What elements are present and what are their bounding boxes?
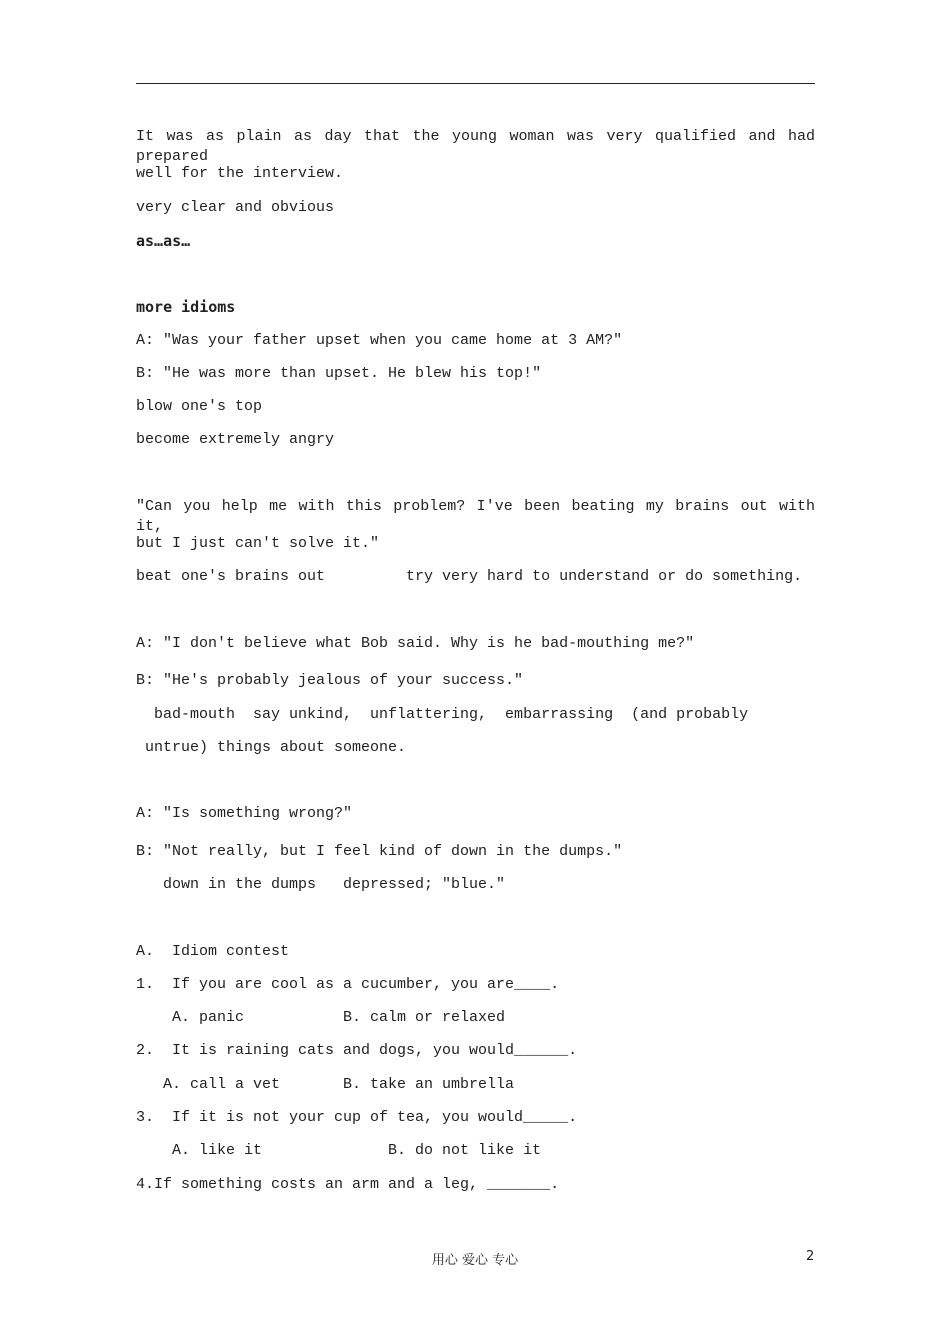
- text-line-9: become extremely angry: [136, 431, 335, 448]
- question-1: 1. If you are cool as a cucumber, you are____.: [136, 976, 560, 993]
- text-line-18: B: "Not really, but I feel kind of down in the dumps.": [136, 843, 623, 860]
- text-line-6: A: "Was your father upset when you came home at 3 AM?": [136, 332, 623, 349]
- text-line-14: B: "He's probably jealous of your success.": [136, 672, 524, 689]
- question-2-options: A. call a vet B. take an umbrella: [136, 1076, 515, 1093]
- text-line-13: A: "I don't believe what Bob said. Why is he bad-mouthing me?": [136, 635, 695, 652]
- question-3: 3. If it is not your cup of tea, you would_____.: [136, 1109, 578, 1126]
- section-heading-more-idioms: more idioms: [136, 298, 236, 316]
- text-line-2: well for the interview.: [136, 165, 344, 182]
- question-4: 4.If something costs an arm and a leg, _______.: [136, 1176, 560, 1193]
- text-line-19: down in the dumps depressed; "blue.": [136, 876, 506, 893]
- question-2: 2. It is raining cats and dogs, you would______.: [136, 1042, 578, 1059]
- page-number: 2: [806, 1249, 815, 1264]
- text-line-10: "Can you help me with this problem? I've been beating my brains out with it,: [136, 498, 815, 535]
- text-line-7: B: "He was more than upset. He blew his top!": [136, 365, 542, 382]
- text-line-16: untrue) things about someone.: [136, 739, 407, 756]
- question-3-options: A. like it B. do not like it: [136, 1142, 542, 1159]
- text-line-11: but I just can't solve it.": [136, 535, 380, 552]
- text-line-4: as…as…: [136, 232, 191, 250]
- text-line-1: It was as plain as day that the young woman was very qualified and had prepared: [136, 128, 815, 165]
- text-line-15: bad-mouth say unkind, unflattering, embarrassing (and probably: [136, 706, 749, 723]
- section-heading-idiom-contest: A. Idiom contest: [136, 943, 290, 960]
- header-rule: [136, 83, 815, 84]
- text-line-3: very clear and obvious: [136, 199, 335, 216]
- text-line-8: blow one's top: [136, 398, 263, 415]
- footer-text: 用心 爱心 专心: [431, 1253, 519, 1268]
- question-1-options: A. panic B. calm or relaxed: [136, 1009, 506, 1026]
- text-line-12: beat one's brains out try very hard to understand or do something.: [136, 568, 803, 585]
- text-line-17: A: "Is something wrong?": [136, 805, 353, 822]
